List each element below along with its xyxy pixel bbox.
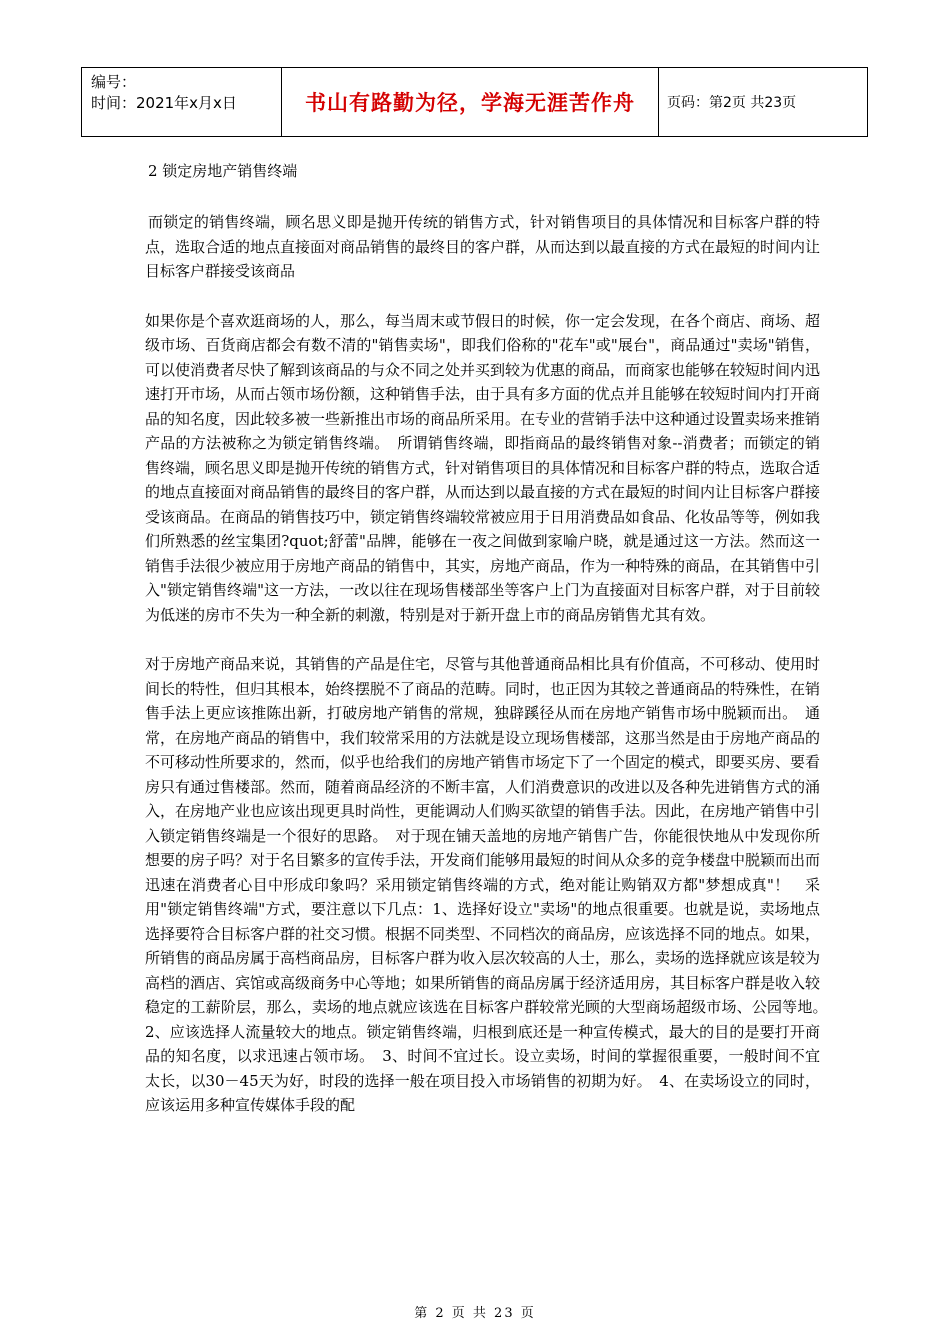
header-meta bbox=[82, 68, 282, 136]
document-body bbox=[145, 160, 836, 1143]
page-footer: 第 2 页 共 23 页 bbox=[414, 1306, 536, 1321]
paragraph: 如果你是个喜欢逛商场的人，那么，每当周末或节假日的时候，你一定会发现，在各个商店、商场、超级市场、百货商店都会有数不清的"销售卖场"，即我们俗称的"花车"或"展台"，商品通过"卖场"销售，可以使消费者尽快了解到该商品的与众不同之处并买到较为优惠的商品，而商家也能够在较短时间内迅速打开市场，从而占领市场份额，这种销售手法，由于具有多方面的优点并且能够在较短时间内打开商品的知名度，因此较多被一些新推出市场的商品所采用。在专业的营销手法中这种通过设置卖场来推销产品的方法被称之为锁定销售终端。 所谓销售终端，即指商品的最终销售对象--消费者；而锁定的销售终端，顾名思义即是抛开传统的销售方式，针对销售项目的具体情况和目标客户群的特点，选取合适的地点直接面对商品销售的最终目的客户群，从而达到以最直接的方式在最短的时间内让目标客户群接受该商品。在商品的销售技巧中，锁定销售终端较常被应用于日用消费品如食品、化妆品等等，例如我们所熟悉的丝宝集团?quot;舒蕾"品牌，能够在一夜之间做到家喻户晓，就是通过这一方法。然而这一销售手法很少被应用于房地产商品的销售中，其实，房地产商品，作为一种特殊的商品，在其销售中引入"锁定销售终端"这一方法，一改以往在现场售楼部坐等客户上门为直接面对目标客户群，对于目前较为低迷的房市不失为一种全新的刺激，特别是对于新开盘上市的商品房销售尤其有效。 bbox=[145, 311, 821, 624]
document-header bbox=[81, 67, 868, 137]
header-page-info: 页码：第2页 共23页 bbox=[667, 95, 797, 111]
paragraph: 而锁定的销售终端，顾名思义即是抛开传统的销售方式，针对销售项目的具体情况和目标客户群的特点，选取合适的地点直接面对商品销售的最终目的客户群，从而达到以最直接的方式在最短的时间内让目标客户群接受该商品 bbox=[145, 213, 821, 280]
document-number-label: 编号： bbox=[91, 73, 137, 91]
section-title: 2 锁定房地产销售终端 bbox=[148, 162, 298, 180]
paragraph: 对于房地产商品来说，其销售的产品是住宅，尽管与其他普通商品相比具有价值高，不可移动、使用时间长的特性，但归其根本，始终摆脱不了商品的范畴。同时，也正因为其较之普通商品的特殊性，在销售手法上更应该推陈出新，打破房地产销售的常规，独辟蹊径从而在房地产销售市场中脱颖而出。 通常，在房地产商品的销售中，我们较常采用的方法就是设立现场售楼部，这那当然是由于房地产商品的不可移动性所要求的，然而，似乎也给我们的房地产销售市场定下了一个固定的模式，即要买房、要看房只有通过售楼部。然而，随着商品经济的不断丰富，人们消费意识的改进以及各种先进销售方式的涌入，在房地产业也应该出现更具时尚性，更能调动人们购买欲望的销售手法。因此，在房地产销售中引入锁定销售终端是一个很好的思路。 对于现在铺天盖地的房地产销售广告，你能很快地从中发现你所想要的房子吗？对于名目繁多的宣传手法，开发商们能够用最短的时间从众多的竞争楼盘中脱颖而出而迅速在消费者心目中形成印象吗？采用锁定销售终端的方式，绝对能让购销双方都"梦想成真"！ 采用"锁定销售终端"方式，要注意以下几点：1、选择好设立"卖场"的地点很重要。也就是说，卖场地点选择要符合目标客户群的社交习惯。根据不同类型、不同档次的商品房，应该选择不同的地点。如果，所销售的商品房属于高档商品房，目标客户群为收入层次较高的人士，那么，卖场的选择就应该是较为高档的酒店、宾馆或高级商务中心等地；如果所销售的商品房属于经济适用房，其目标客户群是收入较稳定的工薪阶层，那么，卖场的地点就应该选在目标客户群较常光顾的大型商场超级市场、公园等地。 2、应该选择人流量较大的地点。锁定销售终端，归根到底还是一种宣传模式，最大的目的是要打开商品的知名度，以求迅速占领市场。 3、时间不宜过长。设立卖场，时间的掌握很重要，一般时间不宜太长，以30－45天为好，时段的选择一般在项目投入市场销售的初期为好。 4、在卖场设立的同时，应该运用多种宣传媒体手段的配 bbox=[145, 655, 836, 1114]
document-time-label: 时间：2021年x月x日 bbox=[91, 94, 237, 112]
header-motto: 书山有路勤为径，学海无涯苦作舟 bbox=[282, 68, 659, 136]
